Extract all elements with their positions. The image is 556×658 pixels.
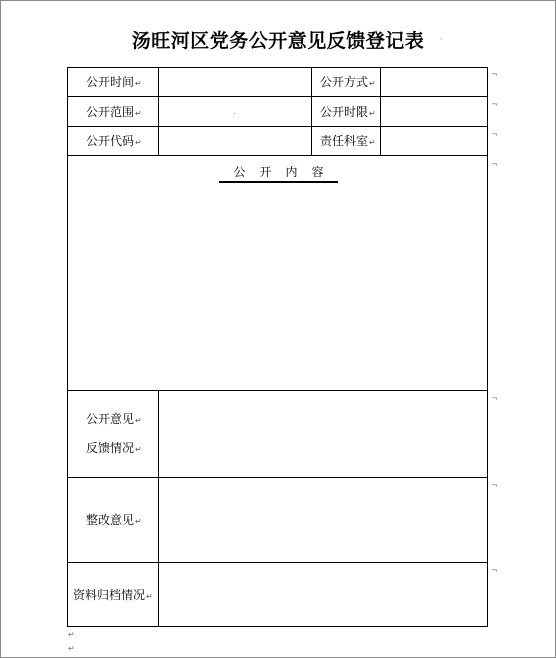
content-header: 公开内容 xyxy=(68,163,489,183)
row-end-mark-icon: ¬ xyxy=(491,130,498,139)
content-area[interactable] xyxy=(68,186,487,390)
publish-scope-field[interactable] xyxy=(159,97,311,126)
row-end-mark-icon: ¬ xyxy=(491,100,498,109)
return-mark-icon: ↵ xyxy=(135,109,142,118)
publish-time-label: 公开时间↵ xyxy=(86,75,142,89)
publish-code-field[interactable] xyxy=(159,127,311,155)
archive-field[interactable] xyxy=(159,563,487,626)
return-mark-icon: ↵ xyxy=(369,109,376,118)
feedback-label-line2: 反馈情况↵ xyxy=(86,441,142,455)
feedback-field[interactable] xyxy=(159,391,487,477)
paragraph-mark-icon: ↵ xyxy=(68,630,75,639)
row-end-mark-icon: ¬ xyxy=(491,70,498,79)
feedback-label-line1: 公开意见↵ xyxy=(86,412,142,426)
return-mark-icon: · xyxy=(440,35,443,44)
rectification-field[interactable] xyxy=(159,478,487,562)
responsible-office-label: 责任科室↵ xyxy=(320,134,376,148)
stray-dot xyxy=(234,113,235,114)
row-end-mark-icon: ¬ xyxy=(491,160,498,169)
row-end-mark-icon: ¬ xyxy=(491,481,498,490)
rectification-label: 整改意见↵ xyxy=(86,513,142,527)
publish-limit-label: 公开时限↵ xyxy=(320,105,376,119)
column-divider xyxy=(311,68,312,155)
publish-code-label: 公开代码↵ xyxy=(86,134,142,148)
publish-method-field[interactable] xyxy=(381,68,487,96)
publish-scope-label: 公开范围↵ xyxy=(86,105,142,119)
row-end-mark-icon: ¬ xyxy=(491,394,498,403)
return-mark-icon: ↵ xyxy=(135,79,142,88)
row-end-mark-icon: ¬ xyxy=(491,566,498,575)
row-divider xyxy=(68,155,487,156)
return-mark-icon: ↵ xyxy=(369,138,376,147)
return-mark-icon: ↵ xyxy=(369,79,376,88)
publish-time-field[interactable] xyxy=(159,68,311,96)
return-mark-icon: ↵ xyxy=(135,416,142,425)
return-mark-icon: ↵ xyxy=(135,138,142,147)
responsible-office-field[interactable] xyxy=(381,127,487,155)
return-mark-icon: ↵ xyxy=(146,592,153,601)
publish-method-label: 公开方式↵ xyxy=(320,75,376,89)
archive-label: 资料归档情况↵ xyxy=(73,588,153,602)
return-mark-icon: ↵ xyxy=(135,517,142,526)
publish-limit-field[interactable] xyxy=(381,97,487,126)
paragraph-mark-icon: ↵ xyxy=(68,644,75,653)
registration-table xyxy=(67,67,488,627)
form-title: 汤旺河区党务公开意见反馈登记表 xyxy=(131,30,425,52)
return-mark-icon: ↵ xyxy=(135,445,142,454)
